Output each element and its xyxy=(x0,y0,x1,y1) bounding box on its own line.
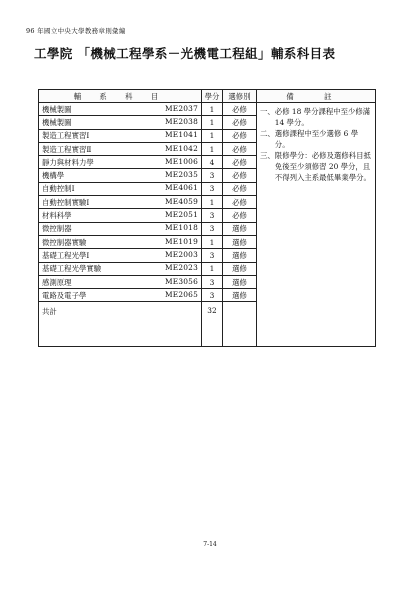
course-code: ME2037 xyxy=(165,103,198,113)
course-cell xyxy=(39,235,202,248)
type-cell: 必修 xyxy=(223,209,257,222)
course-code: ME1041 xyxy=(165,130,198,140)
course-name: 基礎工程光學Ⅰ xyxy=(42,250,90,260)
course-name: 基礎工程光學實驗 xyxy=(42,264,102,274)
type-cell: 選修 xyxy=(223,222,257,235)
total-label: 共計 xyxy=(39,302,202,347)
course-table xyxy=(38,89,376,347)
course-cell xyxy=(39,156,202,169)
credit-cell: 1 xyxy=(202,262,223,275)
course-code: ME1019 xyxy=(165,236,198,246)
credit-cell: 3 xyxy=(202,275,223,288)
course-code: ME3056 xyxy=(165,276,198,286)
note-text: 限修學分：必修及選修科目抵免後至少須修習 20 學分，且不得列入主系最低畢業學分。 xyxy=(274,151,371,182)
course-code: ME4059 xyxy=(165,196,198,206)
course-name: 機械製圖 xyxy=(42,104,72,114)
course-name: 材料科學 xyxy=(42,211,72,221)
course-cell xyxy=(39,289,202,302)
type-cell: 選修 xyxy=(223,262,257,275)
table-row xyxy=(39,103,376,116)
page-title: 工學院 「機械工程學系－光機電工程組」輔系科目表 xyxy=(34,46,336,61)
credit-cell: 3 xyxy=(202,222,223,235)
note-number: 三、 xyxy=(260,151,275,160)
type-cell: 必修 xyxy=(223,116,257,129)
note-number: 一、 xyxy=(260,107,275,116)
credit-cell: 1 xyxy=(202,142,223,155)
course-code: ME2038 xyxy=(165,116,198,126)
type-cell: 選修 xyxy=(223,289,257,302)
note-item xyxy=(260,150,372,183)
course-name: 感測原理 xyxy=(42,277,72,287)
note-number: 二、 xyxy=(260,129,275,138)
course-cell xyxy=(39,249,202,262)
credit-cell: 1 xyxy=(202,196,223,209)
credit-cell: 3 xyxy=(202,182,223,195)
course-cell xyxy=(39,262,202,275)
note-text: 必修 18 學分課程中至少修滿 14 學分。 xyxy=(274,107,371,127)
table-header-row xyxy=(39,90,376,103)
course-cell xyxy=(39,275,202,288)
type-cell: 必修 xyxy=(223,156,257,169)
type-cell: 必修 xyxy=(223,182,257,195)
course-name: 電路及電子學 xyxy=(42,290,87,300)
course-cell xyxy=(39,129,202,142)
header-credits: 學分 xyxy=(202,90,223,103)
type-cell: 選修 xyxy=(223,249,257,262)
total-type-empty xyxy=(223,302,257,347)
credit-cell: 1 xyxy=(202,103,223,116)
course-name: 製造工程實習Ⅰ xyxy=(42,131,90,141)
course-code: ME2051 xyxy=(165,210,198,220)
credit-cell: 1 xyxy=(202,235,223,248)
course-name: 微控制器 xyxy=(42,224,72,234)
type-cell: 選修 xyxy=(223,235,257,248)
course-table-container xyxy=(38,89,375,347)
total-credits: 32 xyxy=(202,302,223,347)
credit-cell: 3 xyxy=(202,249,223,262)
header-notes: 備 註 xyxy=(257,90,376,103)
course-name: 微控制器實驗 xyxy=(42,237,87,247)
course-code: ME2065 xyxy=(165,289,198,299)
course-cell xyxy=(39,209,202,222)
note-text: 選修課程中至少選修 6 學分。 xyxy=(274,129,359,149)
page-number: 7-14 xyxy=(203,541,217,548)
credit-cell: 3 xyxy=(202,209,223,222)
course-code: ME1006 xyxy=(165,156,198,166)
course-cell xyxy=(39,169,202,182)
notes-cell xyxy=(257,103,376,347)
course-cell xyxy=(39,196,202,209)
course-cell xyxy=(39,142,202,155)
course-cell xyxy=(39,222,202,235)
note-item xyxy=(260,128,372,150)
document-header-label: 96 年國立中央大學教務章則彙編 xyxy=(26,27,126,35)
course-name: 機構學 xyxy=(42,171,65,181)
course-code: ME1042 xyxy=(165,143,198,153)
course-name: 靜力與材料力學 xyxy=(42,157,94,167)
course-code: ME1018 xyxy=(165,223,198,233)
course-cell xyxy=(39,182,202,195)
course-cell xyxy=(39,116,202,129)
course-code: ME2003 xyxy=(165,249,198,259)
credit-cell: 1 xyxy=(202,129,223,142)
credit-cell: 3 xyxy=(202,169,223,182)
type-cell: 必修 xyxy=(223,169,257,182)
course-code: ME2023 xyxy=(165,263,198,273)
course-cell xyxy=(39,103,202,116)
credit-cell: 4 xyxy=(202,156,223,169)
header-type: 選修別 xyxy=(223,90,257,103)
type-cell: 必修 xyxy=(223,196,257,209)
type-cell: 必修 xyxy=(223,142,257,155)
type-cell: 必修 xyxy=(223,129,257,142)
course-name: 自動控制實驗Ⅰ xyxy=(42,197,90,207)
credit-cell: 1 xyxy=(202,116,223,129)
course-name: 製造工程實習Ⅱ xyxy=(42,144,92,154)
credit-cell: 3 xyxy=(202,289,223,302)
type-cell: 選修 xyxy=(223,275,257,288)
course-code: ME2035 xyxy=(165,170,198,180)
type-cell: 必修 xyxy=(223,103,257,116)
header-course: 輔 系 科 目 xyxy=(39,90,202,103)
course-code: ME4061 xyxy=(165,183,198,193)
course-name: 機械製圖 xyxy=(42,117,72,127)
course-name: 自動控制Ⅰ xyxy=(42,184,75,194)
note-item xyxy=(260,106,372,128)
